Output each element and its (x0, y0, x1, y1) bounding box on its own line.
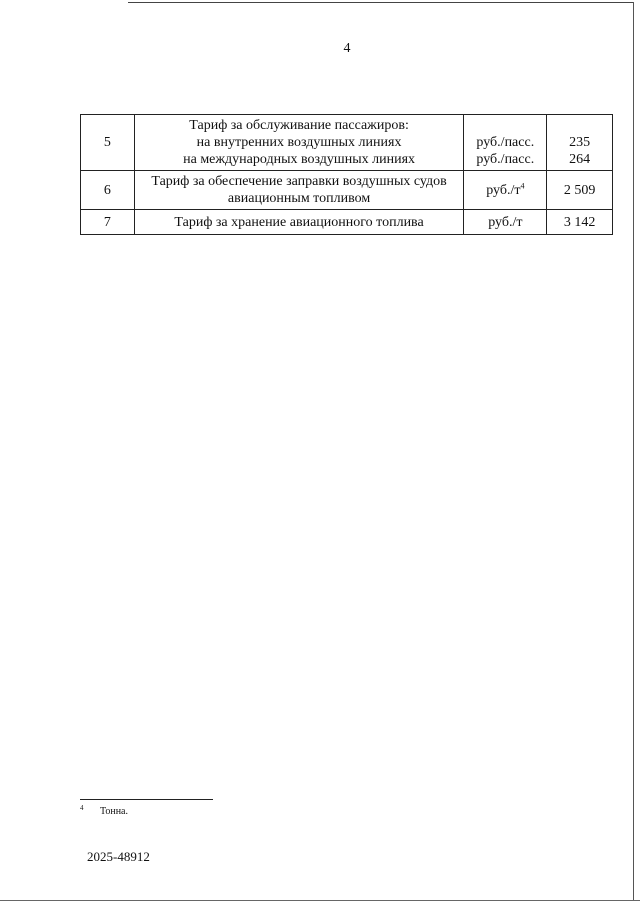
tariff-name-cell (134, 115, 464, 171)
unit-cell (464, 115, 547, 171)
footnote-text: Тонна. (100, 806, 128, 817)
tariff-value: 235 (569, 135, 591, 150)
tariff-name: авиационным топливом (227, 191, 371, 206)
tariff-value: 3 142 (547, 210, 613, 235)
row-number: 7 (81, 210, 135, 235)
footnote-separator (80, 799, 213, 800)
tariff-table (80, 114, 613, 235)
table-row (81, 171, 613, 210)
page-number: 4 (343, 41, 351, 56)
bottom-border-line (0, 900, 640, 901)
tariff-name: Тариф за обслуживание пассажиров: (189, 118, 409, 133)
footnote-mark: 4 (80, 804, 84, 812)
tariff-value: 2 509 (547, 171, 613, 210)
unit-cell (464, 171, 547, 210)
row-number: 5 (81, 115, 135, 171)
document-number: 2025-48912 (87, 849, 150, 864)
table-row (81, 210, 613, 235)
value-cell (547, 115, 613, 171)
tariff-sub-item: на внутренних воздушных линиях (196, 135, 402, 150)
top-border-line (128, 2, 634, 3)
right-border-line (633, 2, 634, 900)
footnote-reference: 4 (520, 180, 525, 190)
tariff-value: 264 (569, 152, 591, 167)
unit: руб./т (464, 210, 547, 235)
table-row (81, 115, 613, 171)
unit: руб./пасс. (476, 152, 535, 167)
tariff-name: Тариф за обеспечение заправки воздушных судов (151, 174, 447, 189)
unit: руб./пасс. (476, 135, 535, 150)
unit: руб./т (486, 182, 521, 198)
tariff-name: Тариф за хранение авиационного топлива (134, 210, 464, 235)
row-number: 6 (81, 171, 135, 210)
tariff-name-cell (134, 171, 464, 210)
tariff-sub-item: на международных воздушных линиях (183, 152, 416, 167)
